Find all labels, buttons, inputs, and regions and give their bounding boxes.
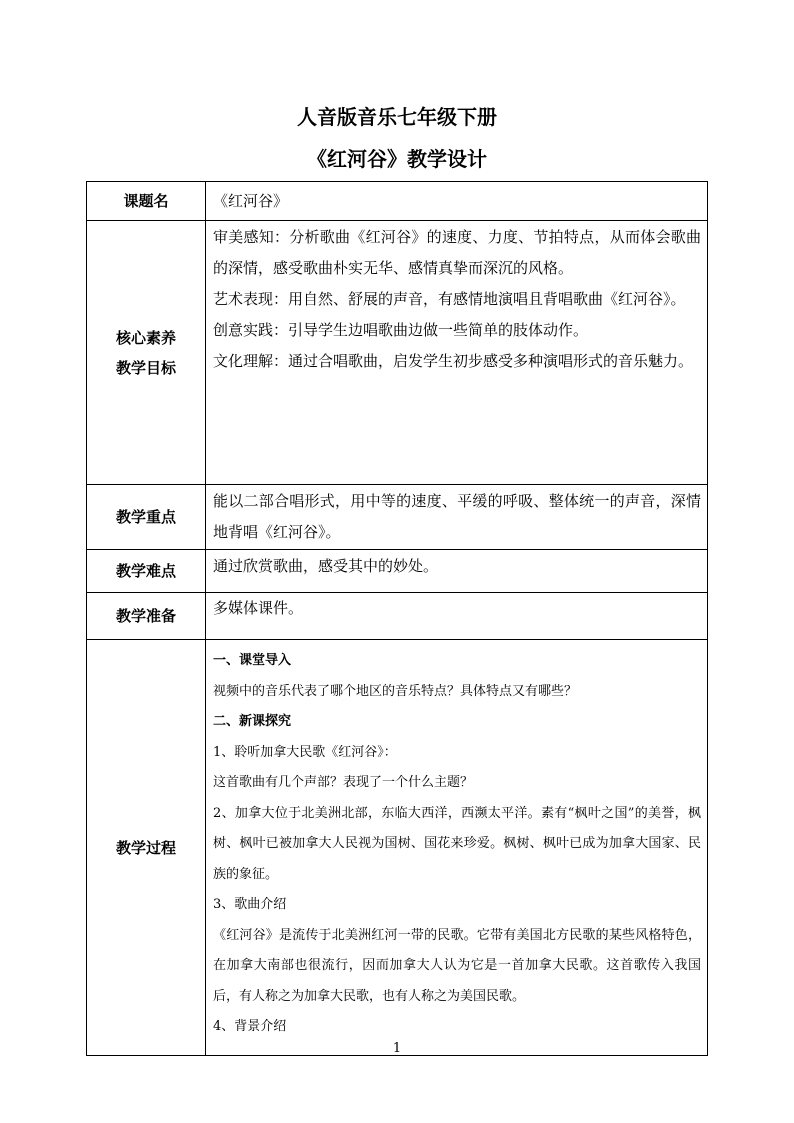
goals-label: [87, 221, 206, 485]
difficulties-label: 教学难点: [87, 550, 206, 593]
step2-text: 2、加拿大位于北美洲北部，东临大西洋，西濒太平洋。素有“枫叶之国”的美誉，枫树、枫叶已被加拿大人民视为国树、国花来珍爱。枫树、枫叶已成为加拿大国家、民族的象征。: [213, 805, 701, 882]
key-points-value: 能以二部合唱形式，用中等的速度、平缓的呼吸、整体统一的声音，深情地背唱《红河谷》。: [206, 485, 708, 550]
table-row-process: [87, 640, 708, 1056]
step3-title: 3、歌曲介绍: [213, 897, 287, 912]
topic-value: 《红河谷》: [206, 182, 708, 221]
document-title: 人音版音乐七年级下册: [297, 105, 497, 129]
step1-title: 1、聆听加拿大民歌《红河谷》：: [213, 744, 397, 760]
table-row-preparation: [87, 593, 708, 640]
table-row-goals: [87, 221, 708, 485]
document-subtitle: 《红河谷》教学设计: [307, 147, 487, 171]
table-row-key-points: [87, 485, 708, 550]
table-row-topic: [87, 182, 708, 221]
process-content: [206, 640, 708, 1056]
goals-label-line2: 教学目标: [115, 358, 176, 377]
process-label: 教学过程: [87, 640, 206, 1056]
difficulties-value: 通过欣赏歌曲，感受其中的妙处。: [206, 550, 708, 593]
preparation-label: 教学准备: [87, 593, 206, 640]
table-row-difficulties: [87, 550, 708, 593]
goal-artistic-expression: 艺术表现：用自然、舒展的声音，有感情地演唱且背唱歌曲《红河谷》。: [213, 290, 686, 308]
step4-title: 4、背景介绍: [213, 1019, 287, 1034]
key-points-label: 教学重点: [87, 485, 206, 550]
section-intro-heading: 一、课堂导入: [213, 653, 292, 668]
page-number: 1: [392, 1041, 402, 1056]
section-intro-text: 视频中的音乐代表了哪个地区的音乐特点？具体特点又有哪些？: [213, 683, 578, 699]
topic-label: 课题名: [87, 182, 206, 221]
goal-aesthetic-perception: 审美感知：分析歌曲《红河谷》的速度、力度、节拍特点，从而体会歌曲的深情，感受歌曲朴实无华、感情真挚而深沉的风格。: [213, 228, 701, 277]
goals-content: [206, 221, 708, 485]
step3-text: 《红河谷》是流传于北美洲红河一带的民歌。它带有美国北方民歌的某些风格特色，在加拿大南部也很流行，因而加拿大人认为它是一首加拿大民歌。这首歌传入我国后，有人称之为加拿大民歌，也有人称之为美国民歌。: [213, 927, 701, 1004]
goals-label-line1: 核心素养: [115, 328, 176, 347]
goal-cultural-understanding: 文化理解：通过合唱歌曲，启发学生初步感受多种演唱形式的音乐魅力。: [213, 352, 694, 370]
goal-creative-practice: 创意实践：引导学生边唱歌曲边做一些简单的肢体动作。: [213, 321, 589, 339]
preparation-value: 多媒体课件。: [206, 593, 708, 640]
section-explore-heading: 二、新课探究: [213, 714, 292, 729]
lesson-plan-table: [86, 181, 708, 1056]
step1-text: 这首歌曲有几个声部？表现了一个什么主题？: [213, 775, 474, 790]
